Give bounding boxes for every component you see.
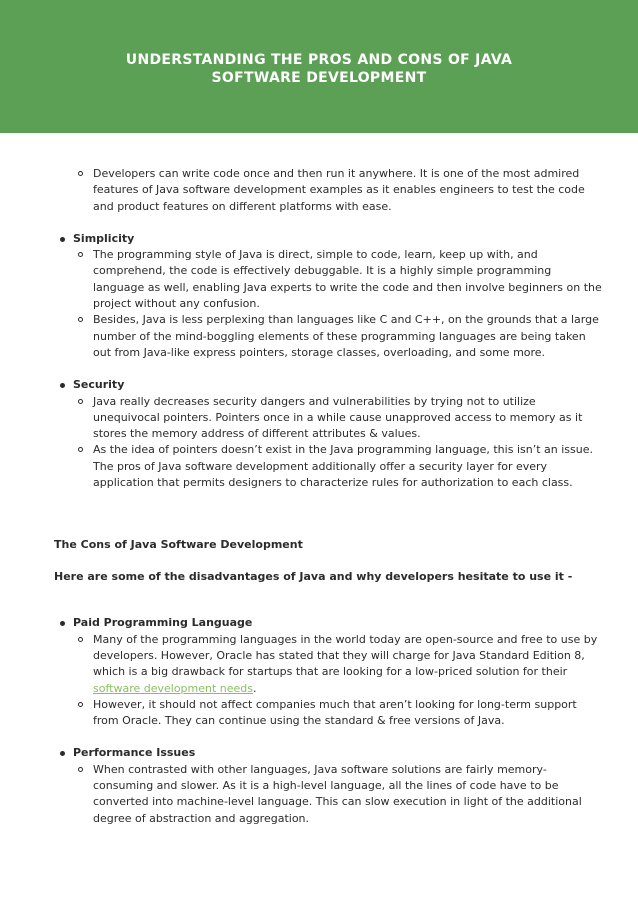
list-item: Many of the programming languages in the world today are open-source and free to use by developers. However, Oracle has stated that they will charge for Java Standard Edition 8, which is a big drawback for startups that are looking for a low-priced solution for their software development needs. — [0, 632, 638, 697]
circle-bullet-icon — [78, 171, 83, 176]
circle-bullet-icon — [78, 702, 83, 707]
circle-bullet-icon — [78, 317, 83, 322]
section-heading: Performance Issues — [0, 745, 638, 761]
section-heading: Security — [0, 377, 638, 393]
list-item: However, it should not affect companies much that aren’t looking for long-term support from Oracle. They can continue using the standard & free versions of Java. — [0, 697, 638, 730]
circle-bullet-icon — [78, 252, 83, 257]
header-banner — [0, 0, 638, 133]
performance-list — [0, 762, 638, 827]
bullet-dot-icon — [60, 751, 65, 756]
bullet-dot-icon — [60, 383, 65, 388]
circle-bullet-icon — [78, 399, 83, 404]
bullet-dot-icon — [60, 237, 65, 242]
section-security — [0, 377, 638, 491]
circle-bullet-icon — [78, 637, 83, 642]
list-item: Developers can write code once and then run it anywhere. It is one of the most admired features of Java software development examples as it enables engineers to test the code and product features on different platforms with ease. — [0, 166, 638, 215]
paid-language-list — [0, 632, 638, 730]
list-item: Java really decreases security dangers and vulnerabilities by trying not to utilize unequivocal pointers. Pointers once in a while cause unapproved access to memory as it stores the memory address of different attributes & values. — [0, 394, 638, 443]
bullet-dot-icon — [60, 621, 65, 626]
security-list — [0, 394, 638, 492]
software-development-needs-link[interactable]: software development needs — [93, 681, 254, 695]
list-item: The programming style of Java is direct, simple to code, learn, keep up with, and comprehend, the code is effectively debuggable. It is a highly simple programming language as well, enabling Java experts to write the code and then involve beginners on the project without any confusion. — [0, 247, 638, 312]
circle-bullet-icon — [78, 447, 83, 452]
simplicity-list — [0, 247, 638, 361]
circle-bullet-icon — [78, 767, 83, 772]
list-item: Besides, Java is less perplexing than languages like C and C++, on the grounds that a large number of the mind-boggling elements of these programming languages are being taken out from Java-like express pointers, storage classes, overloading, and some more. — [0, 312, 638, 361]
section-heading: Paid Programming Language — [0, 615, 638, 631]
section-paid-language — [0, 615, 638, 729]
section-heading: Simplicity — [0, 231, 638, 247]
cons-title: The Cons of Java Software Development — [54, 538, 303, 552]
section-simplicity — [0, 231, 638, 361]
page-title: UNDERSTANDING THE PROS AND CONS OF JAVA SOFTWARE DEVELOPMENT — [125, 51, 513, 86]
list-item: When contrasted with other languages, Java software solutions are fairly memory-consuming and slower. As it is a high-level language, all the lines of code have to be converted into machine-level language. This can slow execution in light of the additional degree of abstraction and aggregation. — [0, 762, 638, 827]
section-performance — [0, 745, 638, 826]
intro-list — [0, 166, 638, 215]
document-body — [0, 166, 638, 827]
cons-intro: Here are some of the disadvantages of Java and why developers hesitate to use it - — [54, 570, 573, 584]
list-item: As the idea of pointers doesn’t exist in the Java programming language, this isn’t an issue. The pros of Java software development additionally offer a security layer for every application that permits designers to characterize rules for authorization to each class. — [0, 442, 638, 491]
